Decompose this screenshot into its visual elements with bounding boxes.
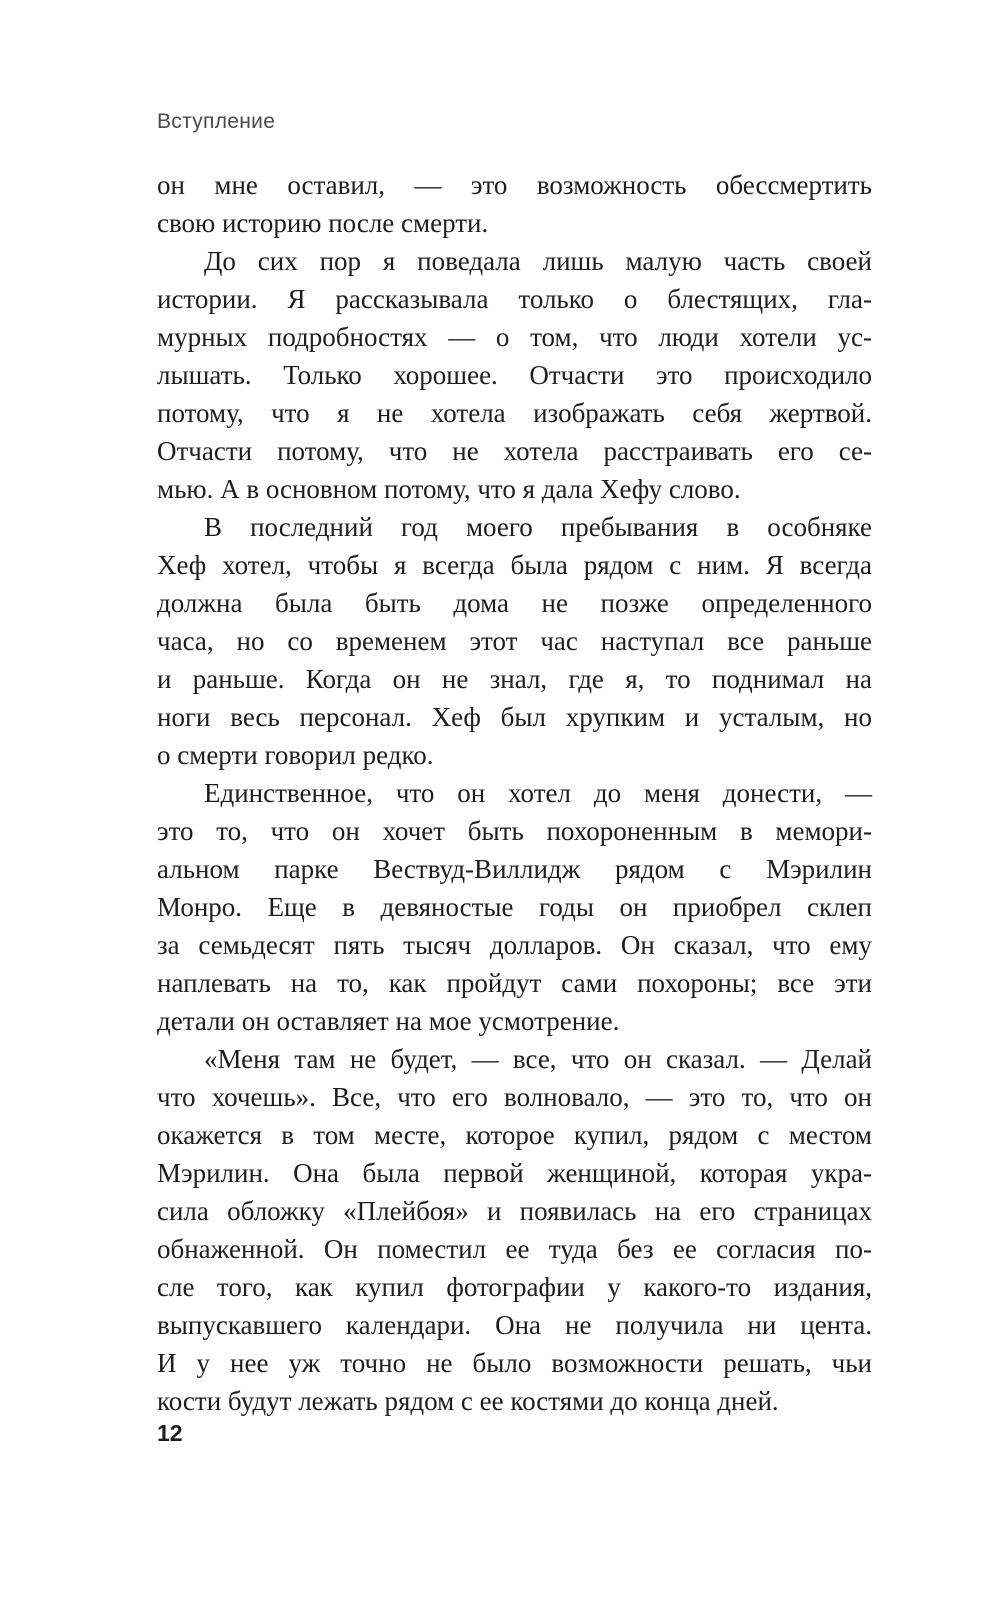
text-line: должна была быть дома не позже определенного — [157, 588, 872, 618]
text-line: детали он оставляет на мое усмотрение. — [157, 1006, 620, 1036]
running-header: Вступление — [157, 110, 276, 133]
text-line: Отчасти потому, что не хотела расстраивать его се- — [157, 436, 872, 466]
text-line: лышать. Только хорошее. Отчасти это происходило — [157, 360, 872, 390]
paragraph — [157, 774, 872, 1040]
text-line: часа, но со временем этот час наступал все раньше — [157, 626, 872, 656]
text-line: потому, что я не хотела изображать себя жертвой. — [157, 398, 872, 428]
text-line: обнаженной. Он поместил ее туда без ее согласия по- — [157, 1234, 872, 1264]
text-line: выпускавшего календари. Она не получила ни цента. — [157, 1310, 872, 1340]
text-line: сле того, как купил фотографии у какого-то издания, — [157, 1272, 872, 1302]
paragraph — [157, 242, 872, 508]
text-line: кости будут лежать рядом с ее костями до конца дней. — [157, 1386, 779, 1416]
text-line: До сих пор я поведала лишь малую часть своей — [204, 246, 872, 276]
body-text — [157, 166, 872, 1420]
text-line: о смерти говорил редко. — [157, 740, 434, 770]
text-line: наплевать на то, как пройдут сами похороны; все эти — [157, 968, 872, 998]
text-line: сила обложку «Плейбоя» и появилась на его страницах — [157, 1196, 872, 1226]
text-line: Единственное, что он хотел до меня донести, — — [204, 778, 872, 808]
text-line: что хочешь». Все, что его волновало, — это то, что он — [157, 1082, 872, 1112]
text-line: окажется в том месте, которое купил, рядом с местом — [157, 1120, 872, 1150]
text-line: мью. А в основном потому, что я дала Хефу слово. — [157, 474, 741, 504]
text-line: и раньше. Когда он не знал, где я, то поднимал на — [157, 664, 872, 694]
text-line: за семьдесят пять тысяч долларов. Он сказал, что ему — [157, 930, 872, 960]
text-line: истории. Я рассказывала только о блестящих, гла- — [157, 284, 872, 314]
page-number: 12 — [157, 1420, 183, 1446]
text-line: В последний год моего пребывания в особняке — [204, 512, 872, 542]
paragraph — [157, 508, 872, 774]
paragraph — [157, 166, 872, 242]
text-line: И у нее уж точно не было возможности решать, чьи — [157, 1348, 872, 1378]
text-line: альном парке Вествуд-Виллидж рядом с Мэрилин — [157, 854, 872, 884]
text-line: он мне оставил, — это возможность обессмертить — [157, 170, 872, 200]
text-line: Хеф хотел, чтобы я всегда была рядом с ним. Я всегда — [157, 550, 872, 580]
paragraph — [157, 1040, 872, 1420]
text-line: свою историю после смерти. — [157, 208, 489, 238]
text-line: ноги весь персонал. Хеф был хрупким и усталым, но — [157, 702, 872, 732]
text-line: это то, что он хочет быть похороненным в мемори- — [157, 816, 872, 846]
text-line: Мэрилин. Она была первой женщиной, которая укра- — [157, 1158, 872, 1188]
text-line: мурных подробностях — о том, что люди хотели ус- — [157, 322, 872, 352]
text-line: «Меня там не будет, — все, что он сказал. — Делай — [204, 1044, 872, 1074]
text-line: Монро. Еще в девяностые годы он приобрел склеп — [157, 892, 872, 922]
